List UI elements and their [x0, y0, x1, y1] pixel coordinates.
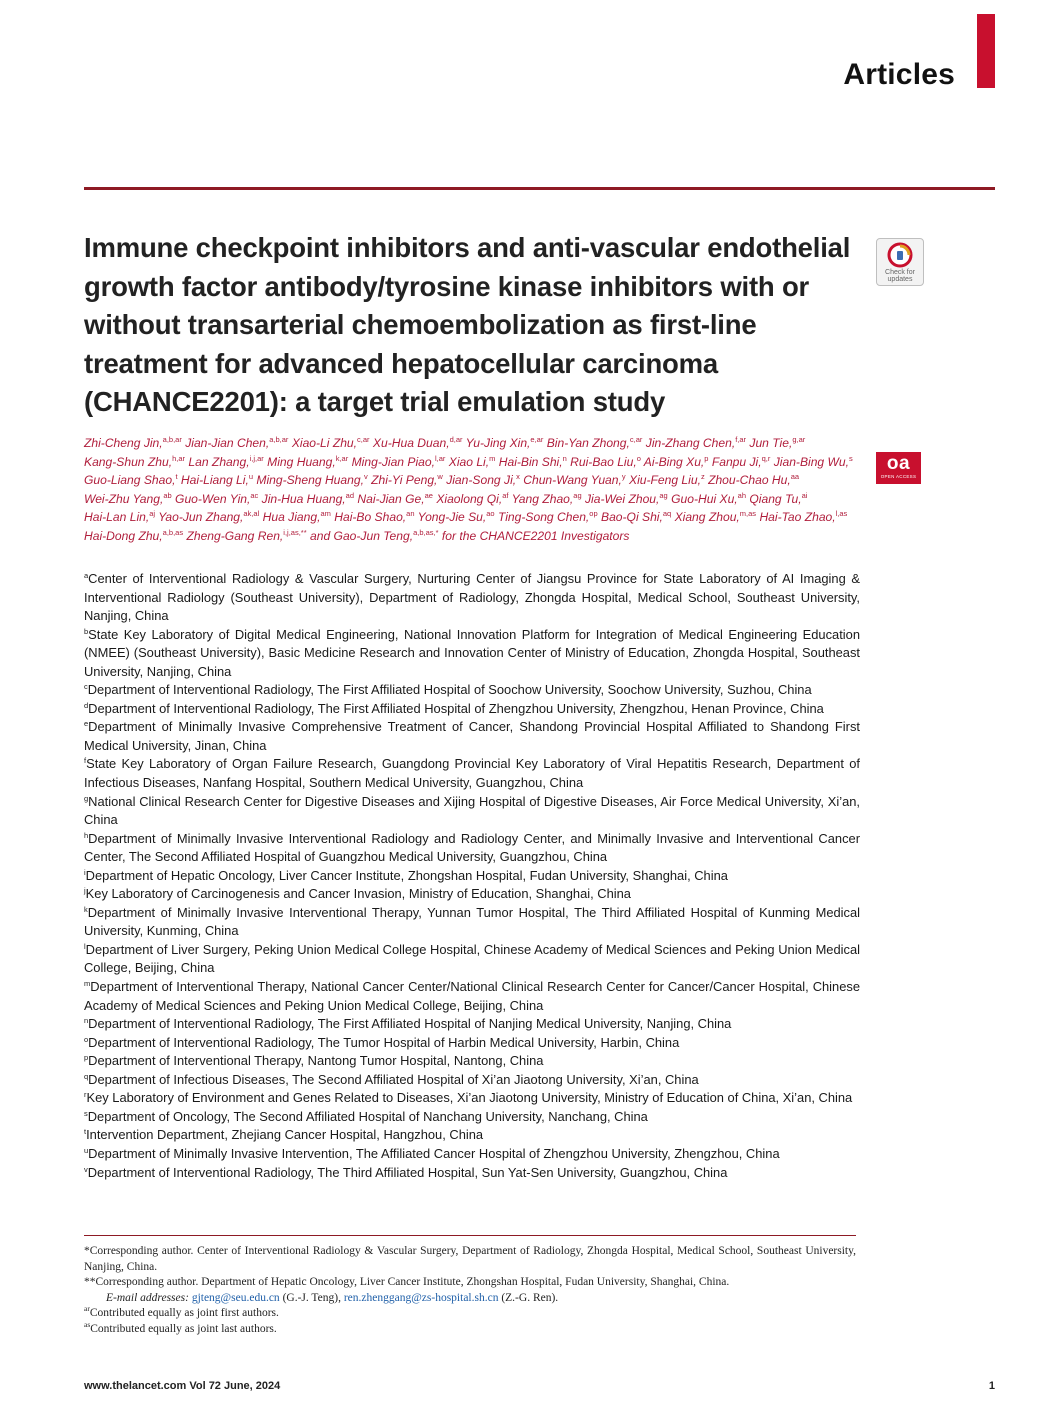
affiliation-text: Intervention Department, Zhejiang Cancer Hospital, Hangzhou, China: [86, 1127, 484, 1143]
affiliation-item: [84, 1089, 860, 1108]
affiliation-text: Department of Minimally Invasive Intervention, The Affiliated Cancer Hospital of Zhengzhou University, Zhengzhou, China: [88, 1145, 780, 1161]
author-name-text: Hai-Tao Zhao,: [759, 510, 836, 525]
author-name: [759, 510, 847, 524]
affiliation-text: Center of Interventional Radiology & Vascular Surgery, Nurturing Center of Jiangsu Province for State Laboratory of AI Imaging & Interventional Radiology (Southeast University), Department of Radiology, Zhongda Hospital, Medical School, Southeast University, Nanjing, China: [84, 571, 860, 624]
author-name-text: Guo-Wen Yin,: [175, 491, 251, 506]
author-name-text: Hai-Liang Li,: [180, 473, 249, 488]
author-name: [267, 455, 348, 469]
affiliation-item: [84, 885, 860, 904]
affiliation-marker: p: [84, 1053, 89, 1063]
check-for-updates-badge[interactable]: [876, 238, 924, 286]
author-name: [188, 455, 263, 469]
author-name-text: Ming-Sheng Huang,: [256, 473, 364, 488]
author-name: [570, 455, 641, 469]
author-name-text: Jian-Jian Chen,: [185, 436, 270, 450]
affiliation-marker: k: [84, 904, 88, 914]
author-name-text: Hai-Dong Zhu,: [84, 528, 163, 543]
joint-first-authors-text: Contributed equally as joint first authors.: [89, 1307, 279, 1320]
affiliation-text: State Key Laboratory of Digital Medical Engineering, National Innovation Platform for Integration of Medical Engineering Education (NMEE) (Southeast University), Basic Medicine Research and Innovation Center of Ministry of Education, Zhongda Hospital, Southeast University, Nanjing, China: [84, 626, 860, 679]
oa-logo-text: oa: [886, 453, 911, 474]
author-name: [449, 455, 496, 469]
author-affiliation-marker: o: [636, 453, 641, 463]
author-affiliation-marker: aq: [662, 509, 672, 519]
author-name: [256, 473, 367, 487]
author-affiliation-marker: ak,al: [243, 509, 260, 519]
author-affiliation-marker: v: [363, 472, 368, 482]
author-affiliation-marker: f,ar: [735, 435, 747, 444]
author-name: [585, 492, 668, 506]
author-name-text: Zhi-Cheng Jin,: [84, 436, 163, 450]
author-name: [466, 436, 544, 450]
author-affiliation-marker: k,ar: [335, 453, 349, 463]
joint-first-authors-note: [84, 1306, 856, 1322]
affiliation-marker: h: [84, 830, 89, 840]
author-affiliation-marker: ab: [163, 490, 172, 500]
author-name-text: Jin-Hua Huang,: [261, 491, 346, 506]
author-name-text: Ming-Jian Piao,: [351, 454, 435, 469]
author-name-text: Xiao Li,: [448, 454, 490, 469]
journal-footer[interactable]: www.thelancet.com Vol 72 June, 2024: [84, 1380, 281, 1392]
author-affiliation-marker: am: [320, 509, 331, 519]
joint-last-authors-text: Contributed equally as joint last authors.: [90, 1322, 277, 1335]
author-name: [774, 455, 853, 469]
author-name-text: Wei-Zhu Yang,: [84, 491, 164, 506]
author-name-text: Guo-Liang Shao,: [84, 473, 176, 488]
affiliation-text: Department of Minimally Invasive Interventional Radiology and Radiology Center, and Minimally Invasive and Interventional Cancer Center, The Second Affiliated Hospital of Guangzhou Medical University, Guangzhou, China: [84, 830, 860, 865]
section-color-bar: [977, 14, 995, 88]
author-affiliation-marker: a,b,as,*: [413, 527, 439, 537]
author-affiliation-marker: l,as: [835, 509, 848, 519]
author-name-text: Kang-Shun Zhu,: [84, 454, 173, 469]
affiliation-text: Key Laboratory of Carcinogenesis and Cancer Invasion, Ministry of Education, Shanghai, China: [85, 886, 631, 902]
author-name-text: Zheng-Gang Ren,: [186, 528, 284, 543]
author-name: [357, 492, 433, 506]
author-name-text: Xu-Hua Duan,: [372, 436, 450, 450]
affiliation-text: Department of Interventional Radiology, The Tumor Hospital of Harbin Medical University, Harbin, China: [88, 1034, 680, 1050]
author-name: [84, 529, 183, 543]
affiliation-item: [84, 904, 860, 941]
author-name-text: Xiao-Li Zhu,: [291, 436, 358, 450]
author-name-text: Zhou-Chao Hu,: [708, 473, 791, 488]
author-affiliation-marker: ai: [801, 490, 808, 500]
author-name: [84, 436, 182, 450]
author-name-text: Jian-Song Ji,: [446, 473, 517, 488]
author-name: [675, 510, 756, 524]
author-affiliation-marker: t: [175, 472, 178, 482]
author-affiliation-marker: y: [621, 472, 626, 482]
author-affiliation-marker: ag: [659, 490, 668, 500]
affiliation-marker: u: [84, 1145, 89, 1155]
author-name: [712, 455, 771, 469]
author-affiliation-marker: ah: [737, 490, 746, 500]
affiliation-item: [84, 1164, 860, 1183]
affiliation-text: Department of Hepatic Oncology, Liver Cancer Institute, Zhongshan Hospital, Fudan University, Shanghai, China: [85, 867, 728, 883]
affiliation-text: National Clinical Research Center for Digestive Diseases and Xijing Hospital of Digestive Diseases, Air Force Medical University, Xi’an, China: [84, 793, 860, 828]
author-affiliation-marker: p: [704, 453, 709, 463]
author-name: [442, 529, 630, 543]
author-name-text: Lan Zhang,: [188, 454, 250, 469]
author-affiliation-marker: aj: [149, 509, 156, 519]
author-name: [84, 492, 172, 506]
author-affiliation-marker: u: [248, 472, 253, 482]
author-affiliation-marker: c,ar: [629, 435, 643, 444]
author-affiliation-marker: aa: [790, 472, 800, 482]
affiliation-text: Department of Interventional Radiology, The First Affiliated Hospital of Nanjing Medical University, Nanjing, China: [88, 1016, 732, 1032]
author-name: [158, 510, 259, 524]
affiliation-item: [84, 941, 860, 978]
author-name-text: Qiang Tu,: [749, 491, 802, 506]
email-link-teng[interactable]: gjteng@seu.edu.cn: [191, 1291, 280, 1304]
author-name-text: Zhi-Yi Peng,: [371, 473, 438, 488]
author-name: [436, 492, 508, 506]
author-affiliation-marker: e,ar: [530, 435, 544, 444]
affiliation-marker: i: [84, 867, 86, 877]
affiliation-marker: o: [84, 1034, 89, 1044]
affiliation-text: Department of Liver Surgery, Peking Union Medical College Hospital, Chinese Academy of Medical Sciences and Peking Union Medical College, Beijing, China: [84, 941, 860, 976]
author-name-text: Yao-Jun Zhang,: [158, 510, 244, 525]
affiliation-text: Department of Interventional Radiology, The First Affiliated Hospital of Zhengzhou University, Zhengzhou, Henan Province, China: [88, 700, 824, 716]
author-affiliation-marker: op: [589, 509, 598, 519]
author-name-text: Jun Tie,: [749, 436, 793, 450]
author-name: [512, 492, 582, 506]
affiliation-item: [84, 626, 860, 682]
author-name-text: and Gao-Jun Teng,: [310, 528, 414, 543]
email-owner-teng: (G.-J. Teng),: [282, 1291, 341, 1304]
author-name: [371, 473, 443, 487]
author-name: [708, 473, 799, 487]
author-name-text: Bao-Qi Shi,: [601, 510, 663, 525]
affiliation-item: [84, 1126, 860, 1145]
author-name: [84, 455, 185, 469]
author-name-text: Jin-Zhang Chen,: [645, 436, 736, 450]
author-name: [175, 492, 258, 506]
author-list: [84, 434, 854, 546]
author-name-text: Jian-Bing Wu,: [773, 454, 850, 469]
author-name: [749, 436, 805, 450]
affiliation-marker: f: [84, 756, 87, 766]
author-name: [352, 455, 446, 469]
oa-logo-subtext: OPEN ACCESS: [880, 474, 917, 479]
affiliation-text: Department of Interventional Therapy, Nantong Tumor Hospital, Nantong, China: [88, 1053, 544, 1069]
author-affiliation-marker: d,ar: [449, 435, 463, 444]
author-name: [644, 455, 709, 469]
affiliation-marker: l: [84, 941, 86, 951]
author-name-text: for the CHANCE2201 Investigators: [441, 528, 630, 543]
affiliation-text: Department of Interventional Therapy, National Cancer Center/National Clinical Research Center for Cancer/Cancer Hospital, Chinese Academy of Medical Sciences and Peking Union Medical College, Beijing, China: [84, 979, 860, 1013]
affiliation-marker: m: [84, 979, 91, 989]
affiliation-marker: s: [84, 1108, 88, 1118]
affiliation-item: [84, 1052, 860, 1071]
section-label: Articles: [843, 58, 955, 91]
affiliation-text: Department of Oncology, The Second Affiliated Hospital of Nanchang University, Nanchang, China: [87, 1108, 648, 1124]
affiliation-text: Department of Interventional Radiology, The Third Affiliated Hospital, Sun Yat-Sen University, Guangzhou, China: [87, 1164, 728, 1180]
affiliation-item: [84, 1145, 860, 1164]
footnote-marker-as: as: [84, 1319, 91, 1329]
author-name-text: Yang Zhao,: [511, 491, 574, 506]
author-affiliation-marker: ad: [345, 490, 355, 500]
affiliation-text: State Key Laboratory of Organ Failure Research, Guangdong Provincial Key Laboratory of Viral Hepatitis Research, Department of Infectious Diseases, Nanfang Hospital, Southern Medical University, Guangzhou, China: [84, 756, 860, 791]
email-owner-ren: (Z.-G. Ren).: [501, 1291, 559, 1304]
author-name: [334, 510, 414, 524]
author-name-text: Xiu-Feng Liu,: [629, 473, 701, 488]
author-name-text: Guo-Hui Xu,: [671, 491, 738, 506]
author-affiliation-marker: ae: [424, 490, 433, 500]
author-affiliation-marker: l,ar: [434, 453, 446, 463]
affiliation-text: Key Laboratory of Environment and Genes Related to Diseases, Xi’an Jiaotong University, Ministry of Education of China, Xi’an, China: [86, 1090, 853, 1106]
affiliation-marker: v: [84, 1164, 88, 1174]
check-updates-icon: [887, 242, 913, 268]
author-name: [418, 510, 495, 524]
footnote-marker-ar: ar: [84, 1304, 90, 1314]
affiliation-item: [84, 755, 860, 792]
author-affiliation-marker: g,ar: [792, 435, 806, 444]
author-name: [499, 455, 567, 469]
author-name: [446, 473, 520, 487]
author-affiliation-marker: w: [437, 472, 443, 482]
author-name-text: Yong-Jie Su,: [417, 510, 487, 525]
author-name: [263, 510, 331, 524]
author-affiliation-marker: q,r: [761, 453, 771, 463]
affiliation-item: [84, 793, 860, 830]
article-title: Immune checkpoint inhibitors and anti-vascular endothelial growth factor antibody/tyrosine kinase inhibitors with or without transarterial chemoembolization as first-line treatment for advanced hepatocellular carcinoma (CHANCE2201): a target trial emulation study: [84, 232, 851, 417]
author-affiliation-marker: af: [502, 490, 509, 500]
author-name: [310, 529, 439, 543]
author-name-text: Jia-Wei Zhou,: [585, 491, 660, 506]
author-name-text: Hai-Bo Shao,: [334, 510, 407, 525]
author-name-text: Yu-Jing Xin,: [465, 436, 531, 450]
open-access-badge: [876, 452, 921, 484]
author-name: [373, 436, 463, 450]
affiliation-marker: t: [84, 1127, 87, 1137]
author-name: [523, 473, 625, 487]
author-name: [186, 529, 306, 543]
affiliation-marker: r: [84, 1090, 87, 1100]
affiliation-marker: d: [84, 700, 89, 710]
affiliation-marker: n: [84, 1016, 89, 1026]
page-number: 1: [988, 1380, 995, 1392]
author-name-text: Nai-Jian Ge,: [357, 491, 425, 506]
header-rule: [84, 187, 995, 190]
affiliation-item: [84, 1108, 860, 1127]
author-name-text: Xiaolong Qi,: [436, 491, 503, 506]
author-name: [749, 492, 807, 506]
affiliation-marker: g: [84, 793, 89, 803]
author-name-text: Bin-Yan Zhong,: [546, 436, 630, 450]
affiliation-text: Department of Minimally Invasive Comprehensive Treatment of Cancer, Shandong Provincial Hospital Affiliated to Shandong First Medical University, Jinan, China: [84, 719, 860, 753]
footnotes: [84, 1244, 856, 1338]
author-name: [629, 473, 705, 487]
author-affiliation-marker: i,j,ar: [249, 453, 264, 463]
author-name: [84, 473, 178, 487]
author-affiliation-marker: z: [700, 472, 705, 482]
corresponding-author-2: **Corresponding author. Department of Hepatic Oncology, Liver Cancer Institute, Zhongshan Hospital, Fudan University, Shanghai, China.: [84, 1276, 730, 1289]
author-name: [181, 473, 253, 487]
affiliation-text: Department of Interventional Radiology, The First Affiliated Hospital of Soochow University, Soochow University, Suzhou, China: [87, 682, 812, 698]
corresponding-author-1: *Corresponding author. Center of Interventional Radiology & Vascular Surgery, Department of Radiology, Zhongda Hospital, Medical School, Southeast University, Nanjing, China.: [84, 1245, 856, 1273]
author-name-text: Ming Huang,: [267, 454, 336, 469]
author-name-text: Hai-Bin Shi,: [498, 454, 563, 469]
author-affiliation-marker: a,b,ar: [162, 435, 182, 444]
affiliation-marker: q: [84, 1071, 89, 1081]
author-affiliation-marker: m: [489, 453, 496, 463]
author-name: [671, 492, 746, 506]
affiliation-item: [84, 1071, 860, 1090]
email-label: E-mail addresses:: [106, 1291, 189, 1304]
joint-last-authors-note: [84, 1319, 856, 1338]
author-name: [601, 510, 671, 524]
author-affiliation-marker: a,b,as: [162, 527, 184, 537]
affiliation-marker: a: [84, 571, 89, 580]
author-affiliation-marker: c,ar: [357, 435, 370, 444]
affiliation-text: Department of Infectious Diseases, The Second Affiliated Hospital of Xi’an Jiaotong University, Xi’an, China: [88, 1071, 699, 1087]
author-name-text: Xiang Zhou,: [674, 510, 740, 525]
author-affiliation-marker: x: [516, 472, 520, 482]
author-affiliation-marker: h,ar: [172, 453, 186, 463]
affiliation-marker: j: [84, 886, 86, 896]
author-name: [498, 510, 598, 524]
author-affiliation-marker: an: [406, 509, 415, 519]
author-name-text: Rui-Bao Liu,: [570, 454, 637, 469]
affiliation-item: [84, 830, 860, 867]
author-name: [547, 436, 643, 450]
footnote-rule: [84, 1235, 856, 1236]
email-link-ren[interactable]: ren.zhenggang@zs-hospital.sh.cn: [343, 1291, 499, 1304]
check-updates-label: Check for updates: [885, 269, 915, 283]
affiliation-item: [84, 867, 860, 886]
affiliation-marker: c: [84, 682, 88, 692]
author-affiliation-marker: n: [562, 453, 567, 463]
author-affiliation-marker: ac: [250, 490, 259, 500]
author-affiliation-marker: ag: [573, 490, 582, 500]
affiliation-marker: b: [84, 626, 89, 636]
author-affiliation-marker: a,b,ar: [269, 435, 289, 444]
affiliations-list: [84, 570, 860, 1182]
author-affiliation-marker: s: [849, 453, 853, 463]
author-name-text: Hai-Lan Lin,: [84, 510, 150, 525]
affiliation-item: [84, 700, 860, 719]
email-addresses: [84, 1291, 856, 1307]
affiliation-marker: e: [84, 719, 89, 729]
author-name: [646, 436, 746, 450]
author-name: [262, 492, 354, 506]
affiliation-item: [84, 681, 860, 700]
affiliation-item: [84, 718, 860, 755]
author-name: [185, 436, 288, 450]
affiliation-item: [84, 1015, 860, 1034]
affiliation-item: [84, 570, 860, 626]
author-name: [292, 436, 370, 450]
author-name-text: Hua Jiang,: [262, 510, 321, 525]
affiliation-item: [84, 978, 860, 1015]
author-name-text: Fanpu Ji,: [711, 454, 762, 469]
author-name: [84, 510, 155, 524]
author-affiliation-marker: ao: [486, 509, 495, 519]
affiliation-text: Department of Minimally Invasive Interventional Therapy, Yunnan Tumor Hospital, The Third Affiliated Hospital of Kunming Medical University, Kunming, China: [84, 904, 860, 939]
author-affiliation-marker: m,as: [739, 509, 757, 519]
author-affiliation-marker: i,j,as,**: [283, 527, 307, 537]
author-name-text: Ting-Song Chen,: [497, 510, 590, 525]
author-name-text: Ai-Bing Xu,: [643, 454, 705, 469]
author-name-text: Chun-Wang Yuan,: [523, 473, 622, 488]
affiliation-item: [84, 1034, 860, 1053]
